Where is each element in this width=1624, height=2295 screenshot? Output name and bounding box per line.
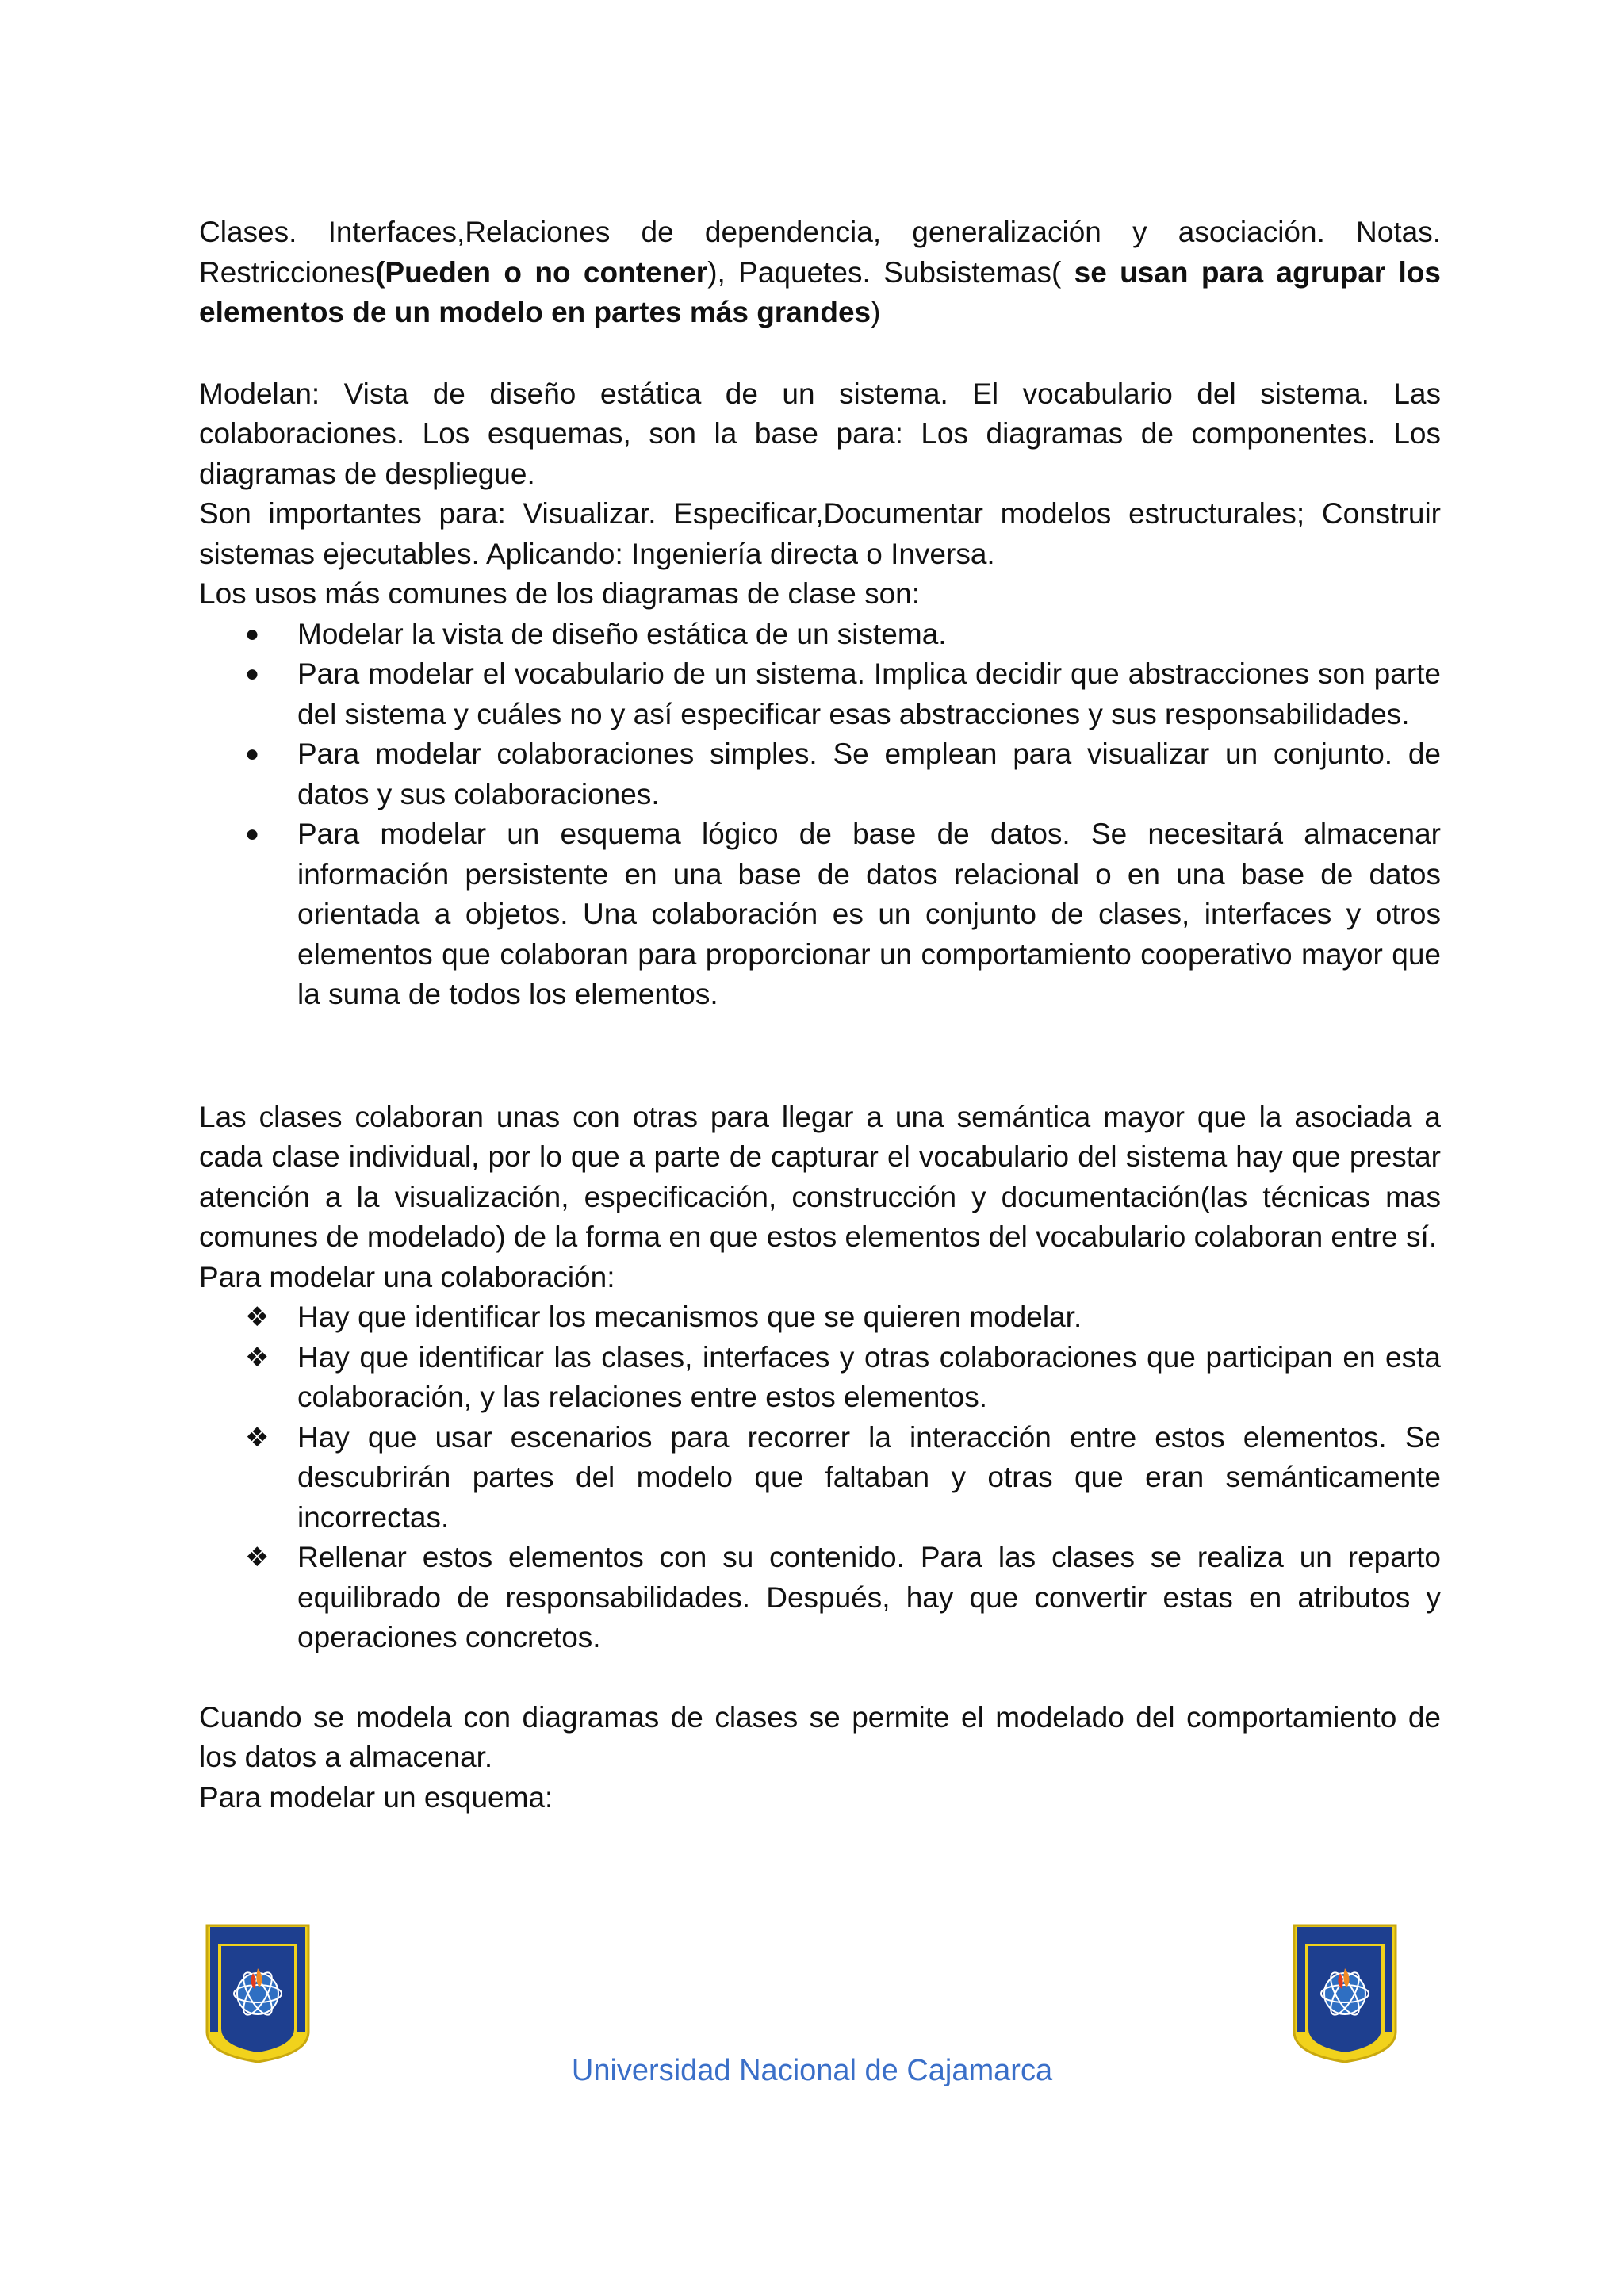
uses-list: [199, 615, 1441, 1015]
footer-university-name: Universidad Nacional de Cajamarca: [571, 2054, 1053, 2087]
bold-run: (Pueden o no contener: [375, 255, 708, 289]
modelan-paragraph: Modelan: Vista de diseño estática de un sistema. El vocabulario del sistema. Las colaboraciones. Los esquemas, son la base para: Los diagramas de componentes. Los diagramas de despliegue.: [199, 377, 1441, 490]
list-item-text: Hay que identificar las clases, interfaces y otras colaboraciones que participan en esta colaboración, y las relaciones entre estos elementos.: [297, 1340, 1441, 1413]
text-run: Clases. Interfaces,Relaciones de dependencia, generalización y asociación. Notas. Restricciones: [199, 216, 1441, 289]
uses-intro: Los usos más comunes de los diagramas de clase son:: [199, 577, 921, 610]
list-item-text: Rellenar estos elementos con su contenido. Para las clases se realiza un reparto equilibrado de responsabilidades. Después, hay que convertir estas en atributos y operaciones concretos.: [297, 1541, 1441, 1653]
list-item-text: Para modelar el vocabulario de un sistema. Implica decidir que abstracciones son parte del sistema y cuáles no y así especificar esas abstracciones y sus responsabilidades.: [297, 657, 1441, 730]
university-logo-left: [202, 1921, 313, 2063]
list-item-text: Para modelar colaboraciones simples. Se emplean para visualizar un conjunto. de datos y sus colaboraciones.: [297, 738, 1441, 810]
list-item: [199, 1418, 1441, 1538]
diamond-bullet-icon: ❖: [245, 1342, 270, 1373]
list-item: [199, 734, 1441, 814]
schema-intro: Para modelar un esquema:: [199, 1780, 553, 1814]
list-item: [199, 1338, 1441, 1418]
list-item-text: Hay que usar escenarios para recorrer la interacción entre estos elementos. Se descubrirán partes del modelo que faltaban y otras que eran semánticamente incorrectas.: [297, 1420, 1441, 1534]
bold-run: se usan para agrupar los elementos de un modelo en partes más grandes: [199, 255, 1441, 328]
list-item: [199, 1297, 1441, 1338]
collaboration-paragraph: Las clases colaboran unas con otras para llegar a una semántica mayor que la asociada a cada clase individual, por lo que a parte de capturar el vocabulario del sistema hay que prestar atención a la visualización, especificación, construcción y documentación(las técnicas mas comunes de modelado) de la forma en que estos elementos del vocabulario colaboran entre sí.: [199, 1100, 1441, 1253]
list-item: [199, 615, 1441, 655]
list-item: [199, 814, 1441, 1015]
bullet-icon: ●: [245, 620, 260, 647]
university-seal-icon: [202, 1921, 313, 2063]
bullet-icon: ●: [245, 661, 260, 687]
list-item-text: Hay que identificar los mecanismos que se quieren modelar.: [297, 1301, 1082, 1333]
document-body: [199, 213, 1441, 1818]
elements-paragraph: [199, 213, 1441, 333]
list-item: [199, 654, 1441, 734]
text-run: ): [871, 296, 881, 328]
bullet-icon: ●: [245, 741, 260, 767]
list-item-text: Para modelar un esquema lógico de base de datos. Se necesitará almacenar información persistente en una base de datos relacional o en una base de datos orientada a objetos. Una colaboración es un conjunto de clases, interfaces y otros elementos que colaboran para proporcionar un comportamiento cooperativo mayor que la suma de todos los elementos.: [297, 818, 1441, 1010]
importance-paragraph: Son importantes para: Visualizar. Especificar,Documentar modelos estructurales; Construir sistemas ejecutables. Aplicando: Ingeniería directa o Inversa.: [199, 497, 1441, 570]
university-logo-right: [1289, 1921, 1400, 2063]
list-item-text: Modelar la vista de diseño estática de un sistema.: [297, 617, 947, 650]
diamond-bullet-icon: ❖: [245, 1422, 270, 1453]
collaboration-steps-list: [199, 1297, 1441, 1658]
text-run: ), Paquetes. Subsistemas(: [707, 255, 1074, 289]
list-item: [199, 1538, 1441, 1658]
university-seal-icon: [1289, 1921, 1400, 2063]
data-behavior-paragraph: Cuando se modela con diagramas de clases se permite el modelado del comportamiento de los datos a almacenar.: [199, 1700, 1441, 1773]
bullet-icon: ●: [245, 821, 260, 847]
diamond-bullet-icon: ❖: [245, 1302, 270, 1332]
diamond-bullet-icon: ❖: [245, 1542, 270, 1573]
collaboration-intro: Para modelar una colaboración:: [199, 1260, 615, 1293]
